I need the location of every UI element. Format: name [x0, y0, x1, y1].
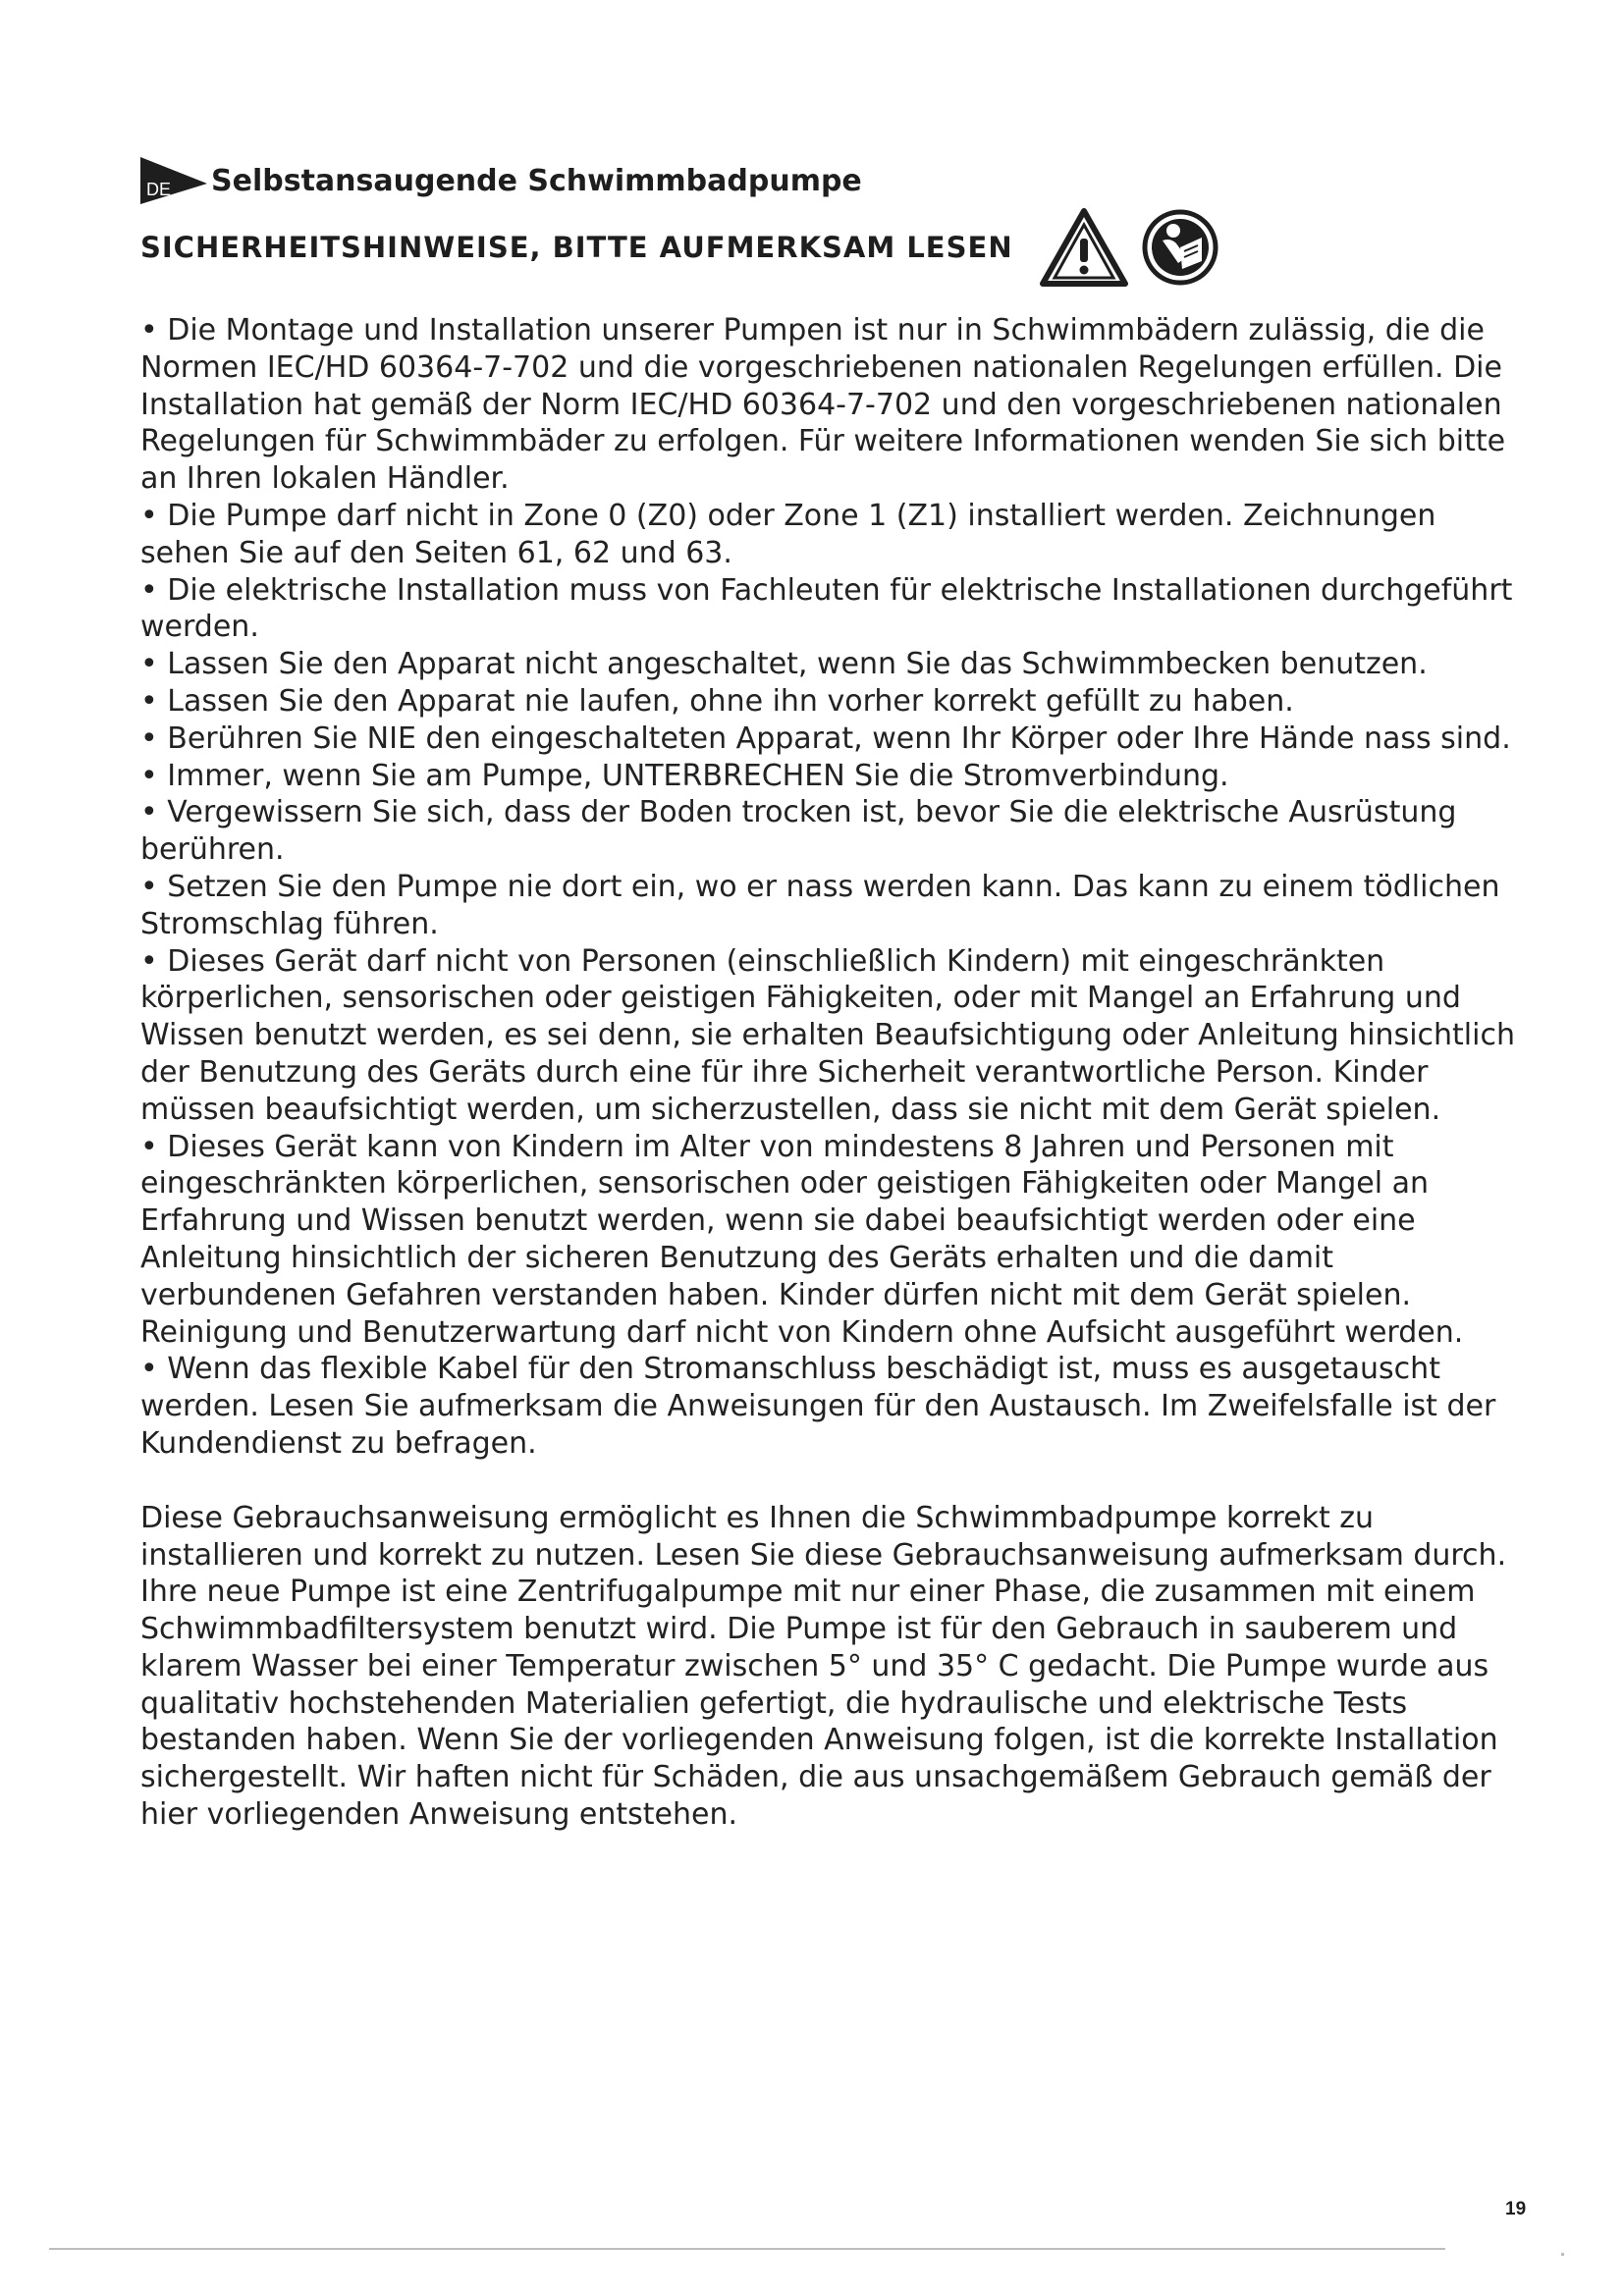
- document-title: Selbstansaugende Schwimmbadpumpe: [211, 163, 862, 198]
- footer-dot: [1561, 2253, 1564, 2256]
- warning-triangle-icon: [1039, 207, 1129, 288]
- intro-paragraph: Ihre neue Pumpe ist eine Zentrifugalpumpe mit nur einer Phase, die zusammen mit einem Schwimmbadfiltersystem benutzt wird. Die Pumpe ist für den Gebrauch in sauberem und klarem Wasser bei einer Temperatur zwischen 5° und 35° C gedacht. Die Pumpe wurde aus qualitativ hochstehenden Materialien gefertigt, die hydraulische und elektrische Tests bestanden haben. Wenn Sie der vorliegenden Anweisung folgen, ist die korrekte Installation sichergestellt. Wir haften nicht für Schäden, die aus unsachgemäßem Gebrauch gemäß der hier vorliegenden Anweisung entstehen.: [140, 1575, 1498, 1833]
- safety-item: • Lassen Sie den Apparat nicht angeschaltet, wenn Sie das Schwimmbecken benutzen.: [140, 647, 1428, 682]
- read-manual-icon: [1141, 208, 1219, 287]
- safety-item: • Lassen Sie den Apparat nie laufen, ohne ihn vorher korrekt gefüllt zu haben.: [140, 683, 1294, 719]
- intro-paragraph: Diese Gebrauchsanweisung ermöglicht es Ihnen die Schwimmbadpumpe korrekt zu installieren und korrekt zu nutzen. Lesen Sie diese Gebrauchsanweisung aufmerksam durch.: [140, 1500, 1507, 1573]
- language-code: DE: [146, 180, 172, 199]
- footer-divider: [49, 2248, 1445, 2250]
- safety-item: • Immer, wenn Sie am Pumpe, UNTERBRECHEN Sie die Stromverbindung.: [140, 758, 1229, 793]
- safety-icons: [1039, 207, 1219, 288]
- safety-heading: SICHERHEITSHINWEISE, BITTE AUFMERKSAM LESEN: [140, 231, 1013, 264]
- safety-item: • Dieses Gerät darf nicht von Personen (einschließlich Kindern) mit eingeschränkten körperlichen, sensorischen oder geistigen Fähigkeiten, oder mit Mangel an Erfahrung und Wissen benutzt werden, es sei denn, sie erhalten Beaufsichtigung oder Anleitung hinsichtlich der Benutzung des Geräts durch eine für ihre Sicherheit verantwortliche Person. Kinder müssen beaufsichtigt werden, um sicherzustellen, dass sie nicht mit dem Gerät spielen.: [140, 943, 1515, 1127]
- safety-item: • Berühren Sie NIE den eingeschalteten Apparat, wenn Ihr Körper oder Ihre Hände nass sind.: [140, 721, 1511, 756]
- language-badge: [140, 157, 207, 204]
- safety-heading-row: [140, 198, 1219, 296]
- document-body: [140, 312, 1515, 1834]
- safety-item: • Dieses Gerät kann von Kindern im Alter von mindestens 8 Jahren und Personen mit eingeschränkten körperlichen, sensorischen oder geistigen Fähigkeiten oder Mangel an Erfahrung und Wissen benutzt werden, wenn sie dabei beaufsichtigt werden oder eine Anleitung hinsichtlich der sicheren Benutzung des Geräts erhalten und die damit verbundenen Gefahren verstanden haben. Kinder dürfen nicht mit dem Gerät spielen. Reinigung und Benutzerwartung darf nicht von Kindern ohne Aufsicht ausgeführt werden.: [140, 1129, 1464, 1350]
- paragraph-gap: [140, 1463, 1515, 1500]
- page-number: 19: [1505, 2199, 1527, 2219]
- safety-item: • Die elektrische Installation muss von Fachleuten für elektrische Installationen durchgeführt werden.: [140, 572, 1513, 645]
- safety-item: • Wenn das flexible Kabel für den Stromanschluss beschädigt ist, muss es ausgetauscht werden. Lesen Sie aufmerksam die Anweisungen für den Austausch. Im Zweifelsfalle ist der Kundendienst zu befragen.: [140, 1352, 1496, 1461]
- safety-item: • Die Pumpe darf nicht in Zone 0 (Z0) oder Zone 1 (Z1) installiert werden. Zeichnungen sehen Sie auf den Seiten 61, 62 und 63.: [140, 498, 1436, 570]
- safety-item: • Setzen Sie den Pumpe nie dort ein, wo er nass werden kann. Das kann zu einem tödlichen Stromschlag führen.: [140, 869, 1500, 941]
- safety-item: • Vergewissern Sie sich, dass der Boden trocken ist, bevor Sie die elektrische Ausrüstung berühren.: [140, 795, 1457, 868]
- safety-item: • Die Montage und Installation unserer Pumpen ist nur in Schwimmbädern zulässig, die die Normen IEC/HD 60364-7-702 und die vorgeschriebenen nationalen Regelungen erfüllen. Die Installation hat gemäß der Norm IEC/HD 60364-7-702 und den vorgeschriebenen nationalen Regelungen für Schwimmbäder zu erfolgen. Für weitere Informationen wenden Sie sich bitte an Ihren lokalen Händler.: [140, 313, 1506, 497]
